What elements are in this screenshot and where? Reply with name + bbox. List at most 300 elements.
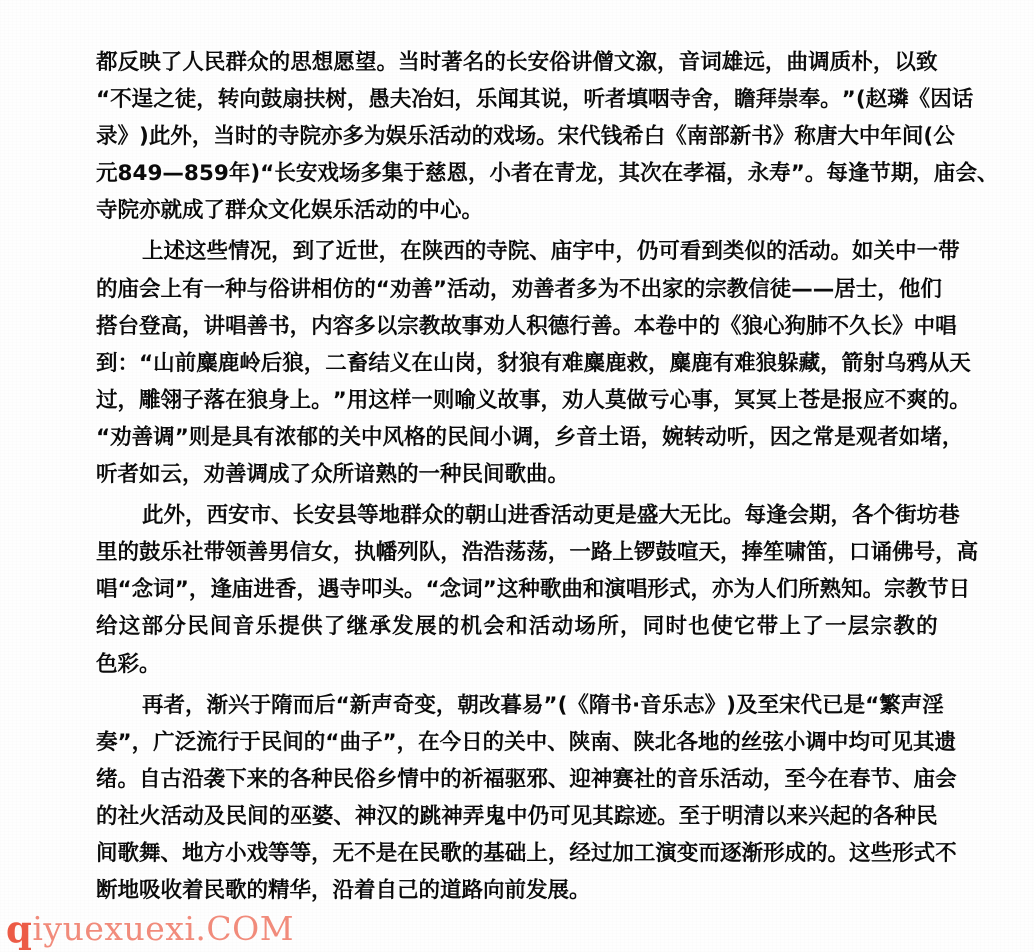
glyph: 长 [274,161,296,187]
glyph: 场 [514,124,537,150]
glyph: 落 [203,387,226,413]
glyph: 乡 [554,424,577,450]
glyph: 熟 [819,577,842,603]
glyph: 者 [163,692,186,718]
glyph: 它 [733,614,756,640]
glyph: 舍 [691,87,713,113]
glyph: 奉 [798,87,821,113]
glyph: 加 [612,840,634,866]
glyph: 世 [357,239,379,265]
glyph: 所 [597,614,619,640]
glyph: 年 [880,124,902,150]
glyph: 在 [661,161,684,187]
glyph: 泛 [174,729,197,755]
glyph: 的 [806,840,828,866]
glyph: 会 [935,766,957,792]
glyph: 同 [642,614,665,640]
glyph: 称 [794,124,816,150]
glyph: 时 [234,124,257,150]
glyph: 声 [371,692,393,718]
glyph: 善 [533,276,555,302]
glyph: 均 [848,729,870,755]
glyph: 改 [478,692,501,718]
glyph: 事 [518,387,541,413]
glyph: 些 [206,239,229,265]
glyph: 一 [825,614,847,640]
glyph: 春 [849,766,871,792]
glyph: 乐 [698,766,720,792]
text-line [96,382,971,419]
glyph: 元 [96,161,118,187]
glyph: 期 [890,161,913,187]
glyph: 的 [461,840,484,866]
glyph: 亦 [320,124,343,150]
glyph: 难 [734,350,756,376]
glyph: 之 [153,87,175,113]
glyph: 女 [311,540,333,566]
glyph: ” [543,692,558,718]
text-line [96,608,938,645]
paragraph [96,44,999,229]
glyph: 式 [668,577,691,603]
glyph: ， [877,276,899,302]
paragraph [96,687,957,910]
glyph: 。 [657,803,679,829]
glyph: 小 [490,424,512,450]
glyph: 和 [582,577,605,603]
glyph: 爽 [906,387,928,413]
glyph: 无 [332,840,355,866]
glyph: 词 [153,577,175,603]
glyph: 前 [174,350,197,376]
glyph: 郁 [296,424,318,450]
glyph: 的 [916,614,938,640]
glyph: 者 [554,276,577,302]
glyph: 二 [325,350,347,376]
glyph: 仿 [332,276,355,302]
glyph: 信 [289,540,312,566]
glyph: 慈 [424,161,447,187]
glyph: 、 [333,803,355,829]
glyph: ， [726,161,748,187]
glyph: 的 [698,313,720,339]
text-line: 色彩。 [96,651,161,677]
glyph: 名 [462,50,485,75]
glyph: 知 [841,577,863,603]
glyph: 过 [590,840,613,866]
glyph: 多 [576,276,598,302]
glyph: 戏 [493,124,515,150]
glyph: 而 [292,692,315,718]
glyph: 样 [389,387,412,413]
text-line: 断地吸收着民歌的精华，沿着自己的道路向前发展。 [96,878,591,904]
glyph: 提 [278,614,300,640]
glyph: ， [435,692,458,718]
text-line [96,44,938,81]
glyph: 。 [117,766,140,792]
glyph: 动 [551,614,574,640]
glyph: 转 [683,424,706,450]
glyph: 因 [930,87,952,113]
glyph: 文 [613,50,636,75]
glyph: ” [790,161,805,187]
glyph: 经 [569,840,591,866]
glyph: 形 [892,840,914,866]
glyph: 自 [139,766,161,792]
glyph: 《 [719,313,742,339]
glyph: “ [260,161,275,187]
glyph: 人 [182,50,204,75]
glyph: 高 [956,540,979,566]
glyph: 喻 [454,387,476,413]
glyph: 拜 [755,87,778,113]
glyph: 间 [96,840,118,866]
glyph: 仍 [636,239,659,265]
glyph: 了 [160,50,183,75]
glyph: 的 [268,766,290,792]
glyph: 的 [440,766,462,792]
glyph: 风 [382,424,404,450]
glyph: 的 [927,387,950,413]
glyph: 士 [855,276,878,302]
glyph: 咽 [648,87,670,113]
glyph: 兴 [808,803,830,829]
glyph: 展 [414,614,437,640]
glyph: 是 [843,692,866,718]
glyph: 演 [655,840,677,866]
glyph: 念 [439,577,462,603]
glyph: 是 [820,387,842,413]
glyph: 、 [611,729,634,755]
glyph: 的 [354,276,376,302]
glyph: 公 [933,124,955,150]
glyph: 新 [349,692,372,718]
glyph: 场 [338,161,361,187]
glyph: ： [117,350,140,376]
glyph: 来 [786,803,809,829]
glyph: 朝 [464,503,487,529]
glyph: 时 [419,50,442,75]
glyph: 乐 [407,124,429,150]
glyph: 于 [700,803,722,829]
glyph: 白 [643,124,666,150]
glyph: 各 [676,729,698,755]
glyph: ， [467,161,490,187]
glyph: 叩 [360,577,383,603]
glyph: 础 [504,840,527,866]
glyph: 动 [182,803,204,829]
text-line [96,497,960,534]
glyph: 邪 [526,766,548,792]
glyph: 神 [354,803,377,829]
glyph: 的 [96,276,118,302]
glyph: 人 [755,577,777,603]
glyph: 身 [268,387,290,413]
glyph: 这 [118,614,141,640]
glyph: 录 [96,124,118,150]
glyph: 使 [711,614,733,640]
glyph: 基 [483,840,505,866]
glyph: 书 [610,692,632,718]
glyph: 踪 [613,803,636,829]
glyph: 宋 [779,692,801,718]
glyph: 向 [239,87,261,113]
glyph: 逢 [210,577,232,603]
glyph: 队 [418,540,441,566]
glyph: 以 [894,50,916,75]
glyph: 头 [382,577,404,603]
glyph: 长 [292,503,315,529]
glyph: 乡 [375,766,398,792]
glyph: 隋 [271,692,293,718]
glyph: 中 [826,729,849,755]
glyph: 动 [468,276,491,302]
glyph: 乐 [475,87,498,113]
glyph: 今 [439,729,462,755]
glyph: 当 [213,124,235,150]
glyph: ， [748,424,770,450]
glyph: 苍 [798,387,821,413]
glyph: 的 [471,124,494,150]
glyph: 音 [676,766,699,792]
glyph: 近 [335,239,358,265]
glyph: 起 [829,803,852,829]
glyph: 麋 [196,350,218,376]
glyph: 南 [590,729,612,755]
glyph: 音 [640,692,662,718]
text-line [96,345,971,382]
glyph: 地 [182,840,204,866]
text-line [96,81,974,118]
glyph: 庙 [933,161,956,187]
glyph: ， [378,239,401,265]
glyph: “ [96,424,111,450]
glyph: 在 [411,350,433,376]
glyph: 香 [529,503,551,529]
glyph: 劝 [511,276,534,302]
glyph: 人 [583,387,605,413]
glyph: 也 [688,614,710,640]
glyph: 、 [892,766,914,792]
glyph: 每 [826,161,848,187]
glyph: 执 [354,540,376,566]
text-line [96,233,960,270]
glyph: 曲 [339,729,361,755]
glyph: 。 [722,503,745,529]
glyph: 如 [852,239,874,265]
glyph: 广 [153,729,175,755]
glyph: 在 [400,239,422,265]
glyph: 射 [863,350,885,376]
glyph: 则 [432,387,455,413]
glyph: 唱 [625,577,648,603]
glyph: 于 [249,692,272,718]
glyph: 间 [209,614,232,640]
glyph: 看 [679,239,702,265]
glyph: 、 [547,729,569,755]
glyph: 善 [411,276,433,302]
glyph: 安 [527,50,550,75]
glyph: 于 [403,161,425,187]
glyph: 浓 [274,424,297,450]
site-watermark [6,907,294,951]
glyph: 于 [239,729,261,755]
glyph: 、 [976,161,999,187]
glyph: 街 [895,503,917,529]
glyph: 心 [669,387,692,413]
glyph: 活 [528,614,551,640]
glyph: 映 [139,50,161,75]
glyph: 浩 [483,540,505,566]
glyph: 比 [701,503,723,529]
glyph: 寺 [669,87,692,113]
glyph: 冶 [411,87,433,113]
glyph: 动 [741,766,763,792]
glyph: 义 [389,350,412,376]
glyph: 讲 [289,276,312,302]
glyph: 小 [225,840,247,866]
glyph: 大 [837,124,859,150]
glyph: 》 [117,124,140,150]
glyph: ， [289,313,312,339]
glyph: 夫 [389,87,412,113]
glyph: 质 [829,50,852,75]
glyph: 用 [346,387,369,413]
glyph: 他 [898,276,921,302]
glyph: ， [547,840,570,866]
glyph: 宗 [705,276,727,302]
glyph: 》 [892,313,914,339]
glyph: 地 [697,729,720,755]
glyph: 的 [683,276,706,302]
glyph: 转 [217,87,240,113]
glyph: 有 [182,276,204,302]
glyph: 9 [213,161,229,187]
glyph: 层 [847,614,870,640]
glyph: 闻 [497,87,519,113]
glyph: 中 [360,424,383,450]
glyph: 巫 [290,803,312,829]
glyph: 不 [827,313,850,339]
glyph: 做 [626,387,649,413]
glyph: “ [139,350,154,376]
glyph: 志 [683,692,705,718]
glyph: 清 [743,803,765,829]
glyph: 式 [913,840,936,866]
glyph: 多 [360,161,382,187]
glyph: ， [271,239,293,265]
glyph: 麋 [583,350,605,376]
glyph: 救 [626,350,649,376]
text-line [96,724,957,761]
glyph: 活 [550,503,573,529]
glyph: 驱 [504,766,527,792]
glyph: 会 [955,161,977,187]
glyph: 是 [210,424,232,450]
glyph: ， [533,424,555,450]
glyph: 西 [443,239,465,265]
glyph: 如 [898,424,921,450]
glyph: 难 [561,350,584,376]
text-line [96,687,944,724]
glyph: 善 [246,313,269,339]
glyph: 婉 [662,424,684,450]
glyph: 上 [160,276,183,302]
glyph: 演 [604,577,626,603]
glyph: 讲 [203,313,226,339]
glyph: 莫 [605,387,627,413]
glyph: ， [332,540,355,566]
glyph: 的 [398,803,420,829]
glyph: 教 [726,276,749,302]
glyph: ， [912,161,934,187]
glyph: 可 [658,239,680,265]
glyph: 翎 [160,387,183,413]
glyph: 事 [461,313,484,339]
glyph: — [812,276,835,302]
glyph: 宗 [870,614,893,640]
glyph: 安 [314,503,336,529]
glyph: 庙 [231,577,254,603]
glyph: 部 [141,614,164,640]
glyph: ( [557,692,568,718]
glyph: 无 [679,503,702,529]
glyph: 活 [447,276,469,302]
glyph: 善 [246,540,269,566]
glyph: 的 [117,540,140,566]
glyph: ， [764,50,787,75]
glyph: 雕 [139,387,161,413]
glyph: 、 [529,239,551,265]
glyph: 鸦 [906,350,928,376]
glyph: 祈 [461,766,484,792]
glyph: 列 [397,540,419,566]
page-text-body [96,44,999,913]
glyph: 荡 [504,540,527,566]
glyph: 善 [131,424,154,450]
glyph: 分 [164,614,186,640]
glyph: 易 [521,692,544,718]
glyph: 这 [368,387,390,413]
text-line [96,571,971,608]
glyph: 会 [139,276,161,302]
glyph: 婆 [311,803,334,829]
glyph: ， [296,577,318,603]
glyph: 结 [368,350,390,376]
glyph: 后 [314,692,336,718]
glyph: 市 [249,503,272,529]
paragraph [96,233,971,493]
glyph: 遇 [317,577,340,603]
glyph: 在 [418,729,440,755]
glyph: 愿 [333,50,355,75]
glyph: 。 [311,387,333,413]
glyph: 居 [834,276,856,302]
glyph: 豺 [497,350,519,376]
glyph: 繁 [879,692,901,718]
glyph: 奇 [392,692,415,718]
text-line [96,798,938,835]
glyph: 仍 [527,803,550,829]
glyph: ， [712,387,735,413]
glyph: 县 [335,503,358,529]
glyph: 年 [228,161,251,187]
glyph: 的 [256,124,278,150]
glyph: 鼓 [139,540,161,566]
glyph: 带 [756,614,779,640]
glyph: ， [346,87,369,113]
glyph: 代 [579,124,601,150]
